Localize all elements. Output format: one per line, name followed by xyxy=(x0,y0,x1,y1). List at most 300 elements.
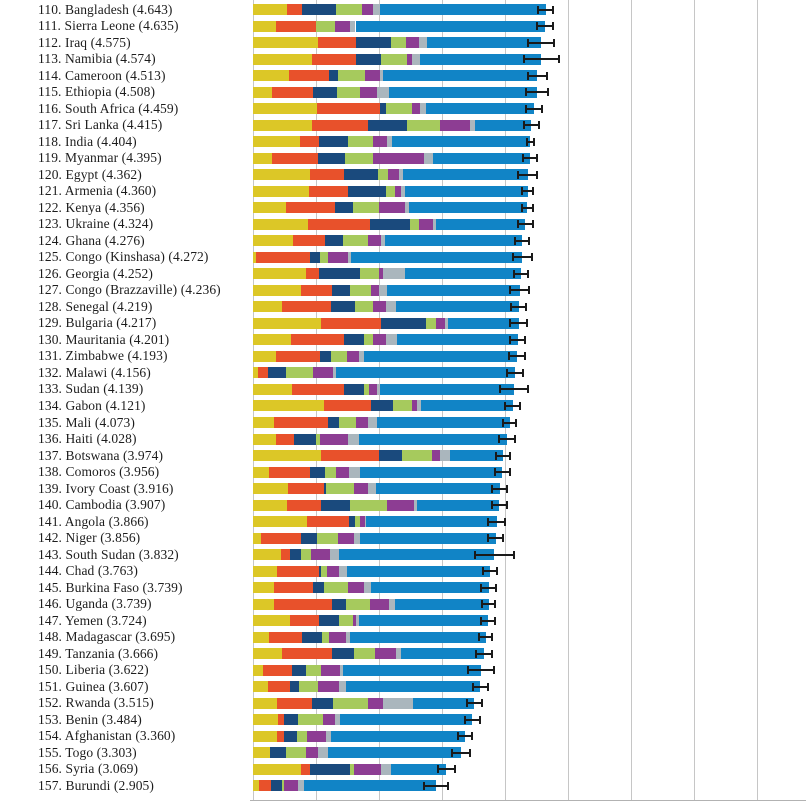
whisker-cap-right xyxy=(527,385,529,393)
segment-generosity xyxy=(356,417,368,428)
stacked-bar xyxy=(253,219,525,230)
segment-health xyxy=(310,252,320,263)
segment-dystopia xyxy=(385,235,523,246)
country-label: 149. Tanzania (3.666) xyxy=(38,645,159,661)
segment-freedom xyxy=(381,54,408,65)
whisker-cap-right xyxy=(506,485,508,493)
whisker-cap-left xyxy=(498,435,500,443)
segment-dystopia xyxy=(380,384,514,395)
segment-social xyxy=(312,54,356,65)
whisker-cap-left xyxy=(499,385,501,393)
segment-health xyxy=(356,54,380,65)
segment-social xyxy=(318,37,356,48)
whisker-cap-left xyxy=(525,105,527,113)
confidence-interval-whisker xyxy=(526,108,542,110)
whisker-cap-left xyxy=(423,782,425,790)
segment-dystopia xyxy=(389,87,537,98)
segment-generosity xyxy=(311,549,330,560)
segment-dystopia xyxy=(347,566,490,577)
stacked-bar xyxy=(253,37,541,48)
whisker-cap-left xyxy=(487,518,489,526)
segment-generosity xyxy=(412,103,420,114)
segment-generosity xyxy=(318,681,339,692)
segment-freedom xyxy=(343,235,368,246)
country-label: 117. Sri Lanka (4.415) xyxy=(38,117,163,133)
whisker-cap-left xyxy=(502,419,504,427)
segment-health xyxy=(319,615,339,626)
segment-health xyxy=(284,714,297,725)
whisker-cap-left xyxy=(472,683,474,691)
whisker-cap-left xyxy=(527,39,529,47)
country-label: 111. Sierra Leone (4.635) xyxy=(38,18,179,34)
segment-social xyxy=(290,615,319,626)
whisker-cap-left xyxy=(521,187,523,195)
segment-gdp xyxy=(253,202,286,213)
segment-gdp xyxy=(253,714,278,725)
whisker-cap-right xyxy=(496,567,498,575)
stacked-bar xyxy=(253,21,545,32)
whisker-cap-right xyxy=(471,732,473,740)
segment-corruption xyxy=(349,467,360,478)
segment-generosity xyxy=(432,450,440,461)
segment-generosity xyxy=(373,334,386,345)
stacked-bar xyxy=(253,582,489,593)
segment-dystopia xyxy=(328,747,461,758)
segment-social xyxy=(277,566,319,577)
segment-freedom xyxy=(322,632,329,643)
segment-corruption xyxy=(440,450,449,461)
segment-gdp xyxy=(253,4,287,15)
segment-freedom xyxy=(301,549,312,560)
whisker-cap-right xyxy=(447,782,449,790)
confidence-interval-whisker xyxy=(507,372,523,374)
stacked-bar xyxy=(253,780,436,791)
whisker-cap-right xyxy=(493,666,495,674)
whisker-cap-right xyxy=(513,551,515,559)
segment-gdp xyxy=(253,87,272,98)
whisker-cap-left xyxy=(521,204,523,212)
whisker-cap-left xyxy=(451,749,453,757)
whisker-cap-left xyxy=(491,501,493,509)
segment-freedom xyxy=(364,334,373,345)
segment-health xyxy=(302,4,336,15)
segment-gdp xyxy=(253,665,263,676)
whisker-cap-right xyxy=(538,121,540,129)
segment-gdp xyxy=(253,136,300,147)
stacked-bar xyxy=(253,268,521,279)
confidence-interval-whisker xyxy=(481,620,495,622)
confidence-interval-whisker xyxy=(492,504,507,506)
whisker-cap-left xyxy=(510,303,512,311)
segment-freedom xyxy=(391,37,405,48)
country-label: 156. Syria (3.069) xyxy=(38,761,139,777)
segment-corruption xyxy=(364,582,371,593)
segment-health xyxy=(301,533,317,544)
whisker-cap-right xyxy=(469,749,471,757)
confidence-interval-whisker xyxy=(495,471,510,473)
confidence-interval-whisker xyxy=(518,223,533,225)
country-label: 134. Gabon (4.121) xyxy=(38,397,146,413)
segment-generosity xyxy=(419,219,433,230)
whisker-cap-left xyxy=(536,22,538,30)
whisker-cap-right xyxy=(506,501,508,509)
segment-dystopia xyxy=(377,417,510,428)
country-label: 133. Sudan (4.139) xyxy=(38,381,144,397)
country-label: 154. Afghanistan (3.360) xyxy=(38,728,176,744)
whisker-cap-right xyxy=(502,534,504,542)
whisker-cap-right xyxy=(533,138,535,146)
whisker-cap-right xyxy=(514,435,516,443)
whisker-cap-left xyxy=(482,567,484,575)
stacked-bar xyxy=(253,516,497,527)
segment-social xyxy=(309,186,348,197)
axis-baseline xyxy=(250,800,806,801)
confidence-interval-whisker xyxy=(465,719,480,721)
segment-social xyxy=(276,351,320,362)
segment-gdp xyxy=(253,599,274,610)
segment-freedom xyxy=(286,747,306,758)
segment-generosity xyxy=(371,285,379,296)
segment-gdp xyxy=(253,731,277,742)
segment-health xyxy=(294,434,316,445)
segment-freedom xyxy=(353,202,379,213)
confidence-interval-whisker xyxy=(528,42,554,44)
whisker-cap-right xyxy=(527,270,529,278)
segment-gdp xyxy=(253,566,277,577)
segment-gdp xyxy=(253,533,261,544)
segment-social xyxy=(272,153,318,164)
segment-social xyxy=(291,334,344,345)
segment-gdp xyxy=(253,301,282,312)
segment-health xyxy=(332,648,353,659)
country-label: 120. Egypt (4.362) xyxy=(38,166,142,182)
segment-corruption xyxy=(386,301,396,312)
country-label: 116. South Africa (4.459) xyxy=(38,100,179,116)
segment-generosity xyxy=(379,202,405,213)
segment-corruption xyxy=(412,54,419,65)
whisker-cap-right xyxy=(532,187,534,195)
country-label: 144. Chad (3.763) xyxy=(38,563,138,579)
segment-generosity xyxy=(321,665,339,676)
segment-freedom xyxy=(360,268,379,279)
segment-generosity xyxy=(347,351,359,362)
segment-freedom xyxy=(426,318,436,329)
segment-generosity xyxy=(348,582,364,593)
whisker-cap-left xyxy=(487,534,489,542)
whisker-cap-right xyxy=(532,204,534,212)
segment-freedom xyxy=(350,285,372,296)
segment-corruption xyxy=(330,549,339,560)
segment-health xyxy=(268,367,286,378)
stacked-bar xyxy=(253,87,537,98)
segment-social xyxy=(263,665,292,676)
segment-social xyxy=(274,417,328,428)
segment-gdp xyxy=(253,549,281,560)
whisker-cap-left xyxy=(509,286,511,294)
stacked-bar xyxy=(253,384,514,395)
confidence-interval-whisker xyxy=(483,570,497,572)
stacked-bar xyxy=(253,483,500,494)
gridline xyxy=(568,0,569,800)
whisker-cap-right xyxy=(553,39,555,47)
country-label: 141. Angola (3.866) xyxy=(38,513,149,529)
segment-gdp xyxy=(253,434,276,445)
segment-dystopia xyxy=(401,648,484,659)
country-label: 135. Mali (4.073) xyxy=(38,414,135,430)
country-label: 151. Guinea (3.607) xyxy=(38,678,149,694)
segment-corruption xyxy=(373,4,380,15)
segment-generosity xyxy=(338,533,354,544)
segment-freedom xyxy=(410,219,419,230)
segment-freedom xyxy=(306,665,321,676)
confidence-interval-whisker xyxy=(523,157,537,159)
segment-social xyxy=(281,549,290,560)
stacked-bar xyxy=(253,467,502,478)
stacked-bar xyxy=(253,648,484,659)
confidence-interval-whisker xyxy=(473,686,488,688)
segment-social xyxy=(277,731,284,742)
segment-health xyxy=(371,400,393,411)
segment-dystopia xyxy=(433,153,530,164)
segment-dystopia xyxy=(405,268,521,279)
segment-generosity xyxy=(373,301,386,312)
segment-health xyxy=(321,500,349,511)
segment-gdp xyxy=(253,334,291,345)
segment-gdp xyxy=(253,632,269,643)
confidence-interval-whisker xyxy=(514,273,528,275)
segment-health xyxy=(284,731,297,742)
segment-freedom xyxy=(333,698,368,709)
stacked-bar xyxy=(253,318,519,329)
segment-gdp xyxy=(253,268,306,279)
segment-dystopia xyxy=(421,400,512,411)
confidence-interval-whisker xyxy=(496,455,510,457)
confidence-interval-whisker xyxy=(537,25,552,27)
segment-health xyxy=(329,70,338,81)
segment-social xyxy=(321,450,379,461)
country-label: 146. Uganda (3.739) xyxy=(38,596,152,612)
segment-corruption xyxy=(318,747,328,758)
segment-gdp xyxy=(253,582,274,593)
country-label: 152. Rwanda (3.515) xyxy=(38,695,154,711)
segment-generosity xyxy=(365,70,380,81)
segment-gdp xyxy=(253,400,324,411)
segment-social xyxy=(287,4,302,15)
segment-generosity xyxy=(440,120,470,131)
segment-social xyxy=(276,434,294,445)
whisker-cap-left xyxy=(523,55,525,63)
segment-dystopia xyxy=(331,731,465,742)
segment-freedom xyxy=(298,714,323,725)
segment-gdp xyxy=(253,153,272,164)
whisker-cap-left xyxy=(480,617,482,625)
whisker-cap-right xyxy=(509,468,511,476)
segment-gdp xyxy=(253,648,282,659)
segment-social xyxy=(310,169,343,180)
confidence-interval-whisker xyxy=(452,752,470,754)
segment-generosity xyxy=(406,37,419,48)
segment-dystopia xyxy=(396,301,519,312)
confidence-interval-whisker xyxy=(510,289,529,291)
country-label: 157. Burundi (2.905) xyxy=(38,777,154,793)
segment-gdp xyxy=(253,219,308,230)
confidence-interval-whisker xyxy=(513,256,532,258)
segment-dystopia xyxy=(351,252,522,263)
country-label: 145. Burkina Faso (3.739) xyxy=(38,579,183,595)
segment-health xyxy=(310,467,324,478)
stacked-bar xyxy=(253,235,522,246)
segment-freedom xyxy=(378,169,388,180)
segment-gdp xyxy=(253,285,301,296)
segment-social xyxy=(268,681,290,692)
stacked-bar xyxy=(253,4,546,15)
confidence-interval-whisker xyxy=(438,768,456,770)
stacked-bar xyxy=(253,70,537,81)
segment-gdp xyxy=(253,70,289,81)
segment-corruption xyxy=(368,417,377,428)
stacked-bar xyxy=(253,450,503,461)
confidence-interval-whisker xyxy=(488,521,504,523)
segment-social xyxy=(307,516,349,527)
segment-social xyxy=(282,301,331,312)
segment-freedom xyxy=(350,500,388,511)
whisker-cap-left xyxy=(526,138,528,146)
segment-health xyxy=(270,747,286,758)
whisker-cap-right xyxy=(524,336,526,344)
country-label: 125. Congo (Kinshasa) (4.272) xyxy=(38,249,209,265)
whisker-cap-left xyxy=(467,666,469,674)
segment-health xyxy=(271,780,282,791)
segment-health xyxy=(332,285,349,296)
segment-generosity xyxy=(354,483,368,494)
segment-health xyxy=(313,87,337,98)
segment-dystopia xyxy=(359,434,507,445)
segment-freedom xyxy=(325,467,337,478)
segment-health xyxy=(370,219,409,230)
segment-health xyxy=(381,318,425,329)
segment-generosity xyxy=(336,467,349,478)
segment-freedom xyxy=(386,186,394,197)
segment-freedom xyxy=(326,483,353,494)
whisker-cap-left xyxy=(527,72,529,80)
whisker-cap-left xyxy=(517,220,519,228)
confidence-interval-whisker xyxy=(524,124,539,126)
confidence-interval-whisker xyxy=(515,240,529,242)
whisker-cap-right xyxy=(528,286,530,294)
segment-gdp xyxy=(253,467,269,478)
segment-health xyxy=(335,202,353,213)
segment-corruption xyxy=(348,434,359,445)
whisker-cap-left xyxy=(525,88,527,96)
segment-health xyxy=(344,169,378,180)
segment-health xyxy=(318,153,345,164)
segment-dystopia xyxy=(376,483,500,494)
whisker-cap-right xyxy=(558,55,560,63)
stacked-bar xyxy=(253,747,461,758)
confidence-interval-whisker xyxy=(526,91,547,93)
stacked-bar xyxy=(253,334,518,345)
segment-dystopia xyxy=(409,202,527,213)
segment-generosity xyxy=(370,599,389,610)
segment-generosity xyxy=(360,87,378,98)
segment-gdp xyxy=(253,615,290,626)
whisker-cap-right xyxy=(552,6,554,14)
segment-social xyxy=(276,21,316,32)
segment-gdp xyxy=(253,417,274,428)
segment-corruption xyxy=(419,37,427,48)
segment-dystopia xyxy=(304,780,436,791)
segment-freedom xyxy=(338,70,365,81)
segment-corruption xyxy=(379,285,387,296)
segment-social xyxy=(274,582,313,593)
whisker-cap-right xyxy=(532,220,534,228)
segment-health xyxy=(325,235,343,246)
confidence-interval-whisker xyxy=(518,174,537,176)
whisker-cap-right xyxy=(515,419,517,427)
stacked-bar xyxy=(253,681,480,692)
segment-dystopia xyxy=(436,219,525,230)
segment-health xyxy=(312,698,334,709)
segment-gdp xyxy=(253,103,317,114)
whisker-cap-left xyxy=(504,402,506,410)
segment-health xyxy=(313,582,324,593)
confidence-interval-whisker xyxy=(424,785,448,787)
segment-health xyxy=(302,632,322,643)
segment-generosity xyxy=(323,714,336,725)
segment-gdp xyxy=(253,450,321,461)
segment-freedom xyxy=(355,301,373,312)
segment-social xyxy=(301,764,311,775)
segment-gdp xyxy=(253,120,312,131)
whisker-cap-right xyxy=(479,716,481,724)
segment-social xyxy=(292,384,343,395)
segment-social xyxy=(287,500,321,511)
country-label: 155. Togo (3.303) xyxy=(38,744,137,760)
segment-generosity xyxy=(354,764,382,775)
country-label: 128. Senegal (4.219) xyxy=(38,298,153,314)
stacked-bar xyxy=(253,400,513,411)
gridline xyxy=(631,0,632,800)
segment-social xyxy=(258,367,268,378)
whisker-cap-right xyxy=(519,402,521,410)
stacked-bar xyxy=(253,615,488,626)
whisker-cap-right xyxy=(491,633,493,641)
segment-health xyxy=(348,186,386,197)
segment-freedom xyxy=(407,120,439,131)
segment-social xyxy=(256,252,310,263)
segment-generosity xyxy=(368,235,381,246)
segment-generosity xyxy=(388,169,399,180)
confidence-interval-whisker xyxy=(458,735,472,737)
whisker-cap-right xyxy=(524,352,526,360)
stacked-bar xyxy=(253,599,489,610)
segment-social xyxy=(293,235,325,246)
segment-generosity xyxy=(328,252,348,263)
segment-gdp xyxy=(253,318,321,329)
segment-health xyxy=(331,301,354,312)
country-label: 131. Zimbabwe (4.193) xyxy=(38,348,168,364)
country-label: 130. Mauritania (4.201) xyxy=(38,331,170,347)
segment-social xyxy=(312,120,368,131)
whisker-cap-left xyxy=(494,468,496,476)
whisker-cap-right xyxy=(552,22,554,30)
stacked-bar xyxy=(253,285,520,296)
segment-dystopia xyxy=(392,136,530,147)
segment-health xyxy=(319,268,360,279)
stacked-bar xyxy=(253,169,528,180)
segment-health xyxy=(320,351,332,362)
segment-social xyxy=(259,780,271,791)
